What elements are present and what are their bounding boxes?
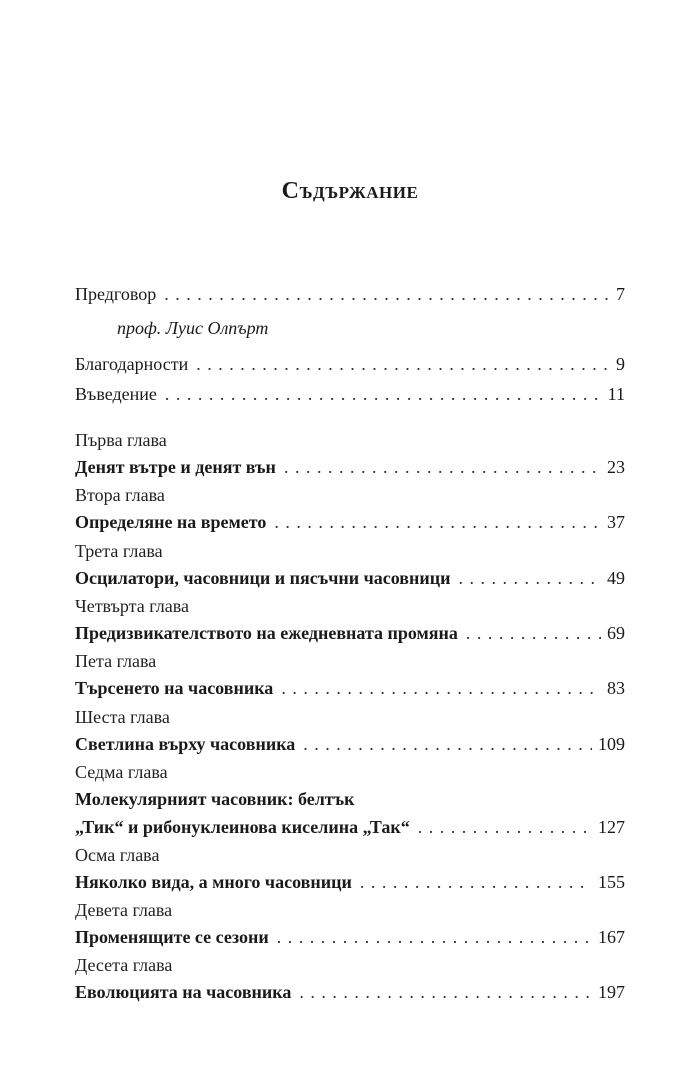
dot-leader [459,564,601,592]
dot-leader [303,730,592,758]
chapter-number-label: Шеста глава [75,707,170,727]
dot-leader [284,453,601,481]
dot-leader [281,674,601,702]
toc-entry-chapter-10[interactable] [75,978,625,1006]
chapter-number-label: Осма глава [75,845,160,865]
dot-leader [418,813,592,841]
toc-entry-chapter-3[interactable] [75,564,625,592]
dot-leader [466,619,601,647]
toc-entry-label: Благодарности [75,354,189,374]
chapter-title: Денят вътре и денят вън [75,457,276,477]
chapter-title: Еволюцията на часовника [75,982,292,1002]
toc-entry-page: 167 [598,927,625,947]
chapter-number-label: Първа глава [75,430,167,450]
toc-entry-chapter-6[interactable] [75,730,625,758]
toc-entry-chapter-8[interactable] [75,868,625,896]
dot-leader [277,923,592,951]
toc-entry-page: 69 [607,623,625,643]
chapter-title: Предизвикателството на ежедневната промяна [75,623,458,643]
toc-entry-chapter-9[interactable] [75,923,625,951]
toc-entry-preface[interactable] [75,280,625,308]
dot-leader [165,380,602,408]
toc-entry-label: Предговор [75,284,157,304]
toc-entry-page: 83 [607,678,625,698]
toc-title: Съдържание [281,178,419,204]
toc-entry-page: 49 [607,568,625,588]
chapter-number-label: Седма глава [75,762,168,782]
chapter-number-label: Девета глава [75,900,173,920]
dot-leader [360,868,592,896]
chapter-title: „Тик“ и рибонуклеинова киселина „Так“ [75,817,410,837]
toc-entry-page: 197 [598,982,625,1002]
chapter-title-line-1: Молекулярният часовник: белтък [75,789,355,809]
toc-entry-chapter-1[interactable] [75,453,625,481]
chapter-title: Търсенето на часовника [75,678,274,698]
toc-entry-chapter-7[interactable] [75,813,625,841]
dot-leader [274,508,601,536]
dot-leader [196,350,610,378]
toc-entry-page: 155 [598,872,625,892]
toc-entry-chapter-2[interactable] [75,508,625,536]
toc-entry-introduction[interactable] [75,380,625,408]
toc-entry-page: 9 [616,354,625,374]
chapter-number-label: Четвърта глава [75,596,189,616]
toc-entry-label: Въведение [75,384,157,404]
chapter-title: Осцилатори, часовници и пясъчни часовници [75,568,451,588]
toc-entry-page: 7 [616,284,625,304]
toc-entry-acknowledgements[interactable] [75,350,625,378]
chapter-title: Светлина върху часовника [75,734,296,754]
toc-entry-page: 37 [607,512,625,532]
toc-entry-chapter-4[interactable] [75,619,625,647]
toc-entry-page: 109 [598,734,625,754]
chapter-title: Определяне на времето [75,512,267,532]
preface-author: проф. Луис Олпърт [117,318,269,338]
toc-entry-page: 23 [607,457,625,477]
chapter-number-label: Трета глава [75,541,163,561]
chapter-number-label: Десета глава [75,955,173,975]
toc-entry-page: 127 [598,817,625,837]
dot-leader [299,978,592,1006]
dot-leader [164,280,610,308]
chapter-number-label: Втора глава [75,485,165,505]
chapter-title: Няколко вида, а много часовници [75,872,352,892]
toc-entry-page: 11 [607,384,625,404]
chapter-number-label: Пета глава [75,651,157,671]
toc-entry-chapter-5[interactable] [75,674,625,702]
chapter-title: Променящите се сезони [75,927,269,947]
